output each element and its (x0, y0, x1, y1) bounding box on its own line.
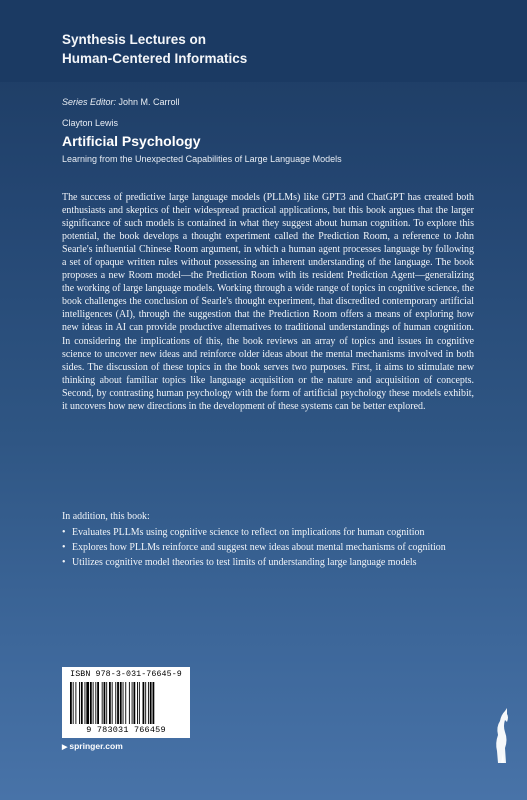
bullet-icon: • (62, 542, 66, 554)
barcode-bar (90, 682, 92, 724)
feature-item (62, 541, 474, 554)
barcode-bar (133, 682, 135, 724)
bullet-icon: • (62, 527, 66, 539)
triangle-right-icon: ▶ (62, 744, 68, 751)
series-title-line2: Human-Centered Informatics (62, 51, 248, 66)
barcode-bar (97, 682, 99, 724)
book-subtitle: Learning from the Unexpected Capabilities of Large Language Models (62, 154, 342, 164)
addition-section (62, 510, 474, 571)
barcode-bar (143, 682, 145, 724)
springer-horse-logo (492, 705, 512, 767)
barcode-bar (125, 682, 126, 724)
isbn-text: ISBN 978-3-031-76645-9 (70, 670, 182, 679)
barcode-bar (120, 682, 122, 724)
feature-list (62, 526, 474, 569)
barcode-bar (132, 682, 133, 724)
feature-text: Evaluates PLLMs using cognitive science to reflect on implications for human cognition (72, 527, 425, 539)
barcode-bar (79, 682, 80, 724)
barcode-bar (106, 682, 107, 724)
barcode-bar (81, 682, 83, 724)
barcode-bar (112, 682, 113, 724)
barcode-bar (109, 682, 111, 724)
publisher-url[interactable] (62, 741, 123, 751)
author-name: Clayton Lewis (62, 118, 119, 128)
feature-text: Explores how PLLMs reinforce and suggest new ideas about mental mechanisms of cognition (72, 542, 446, 554)
blurb (62, 191, 474, 413)
barcode-bar (129, 682, 130, 724)
barcode-bar (139, 682, 140, 724)
barcode-digits: 9 783031 766459 (86, 725, 166, 735)
feature-item (62, 556, 474, 569)
feature-text: Utilizes cognitive model theories to test limits of understanding large language models (72, 557, 417, 569)
barcode-bar (145, 682, 146, 724)
series-title (62, 30, 382, 68)
isbn-barcode-box (62, 667, 190, 738)
barcode-bar (153, 682, 155, 724)
barcode-bar (75, 682, 76, 724)
barcode-bar (137, 682, 138, 724)
series-editor-name: John M. Carroll (116, 97, 180, 107)
barcode-image (70, 682, 182, 724)
barcode-bar (95, 682, 96, 724)
barcode-bar (115, 682, 116, 724)
barcode-bar (150, 682, 152, 724)
blurb-paragraph: The success of predictive large language models (PLLMs) like GPT3 and ChatGPT has created both enthusiasts and skeptics of their widespread practical applications, but this book argues that the larger significance of such models is contained in what they suggest about human cognition. To explore this potential, the book develops a thought experiment called the Prediction Room, a reference to John Searle's influential Chinese Room argument, in which a human agent processes language by following a set of opaque written rules without possessing an inherent understanding of the language. The book proposes a new Room model—the Prediction Room with its resident Prediction Agent—generalizing the working of large language models. Working through a wide range of topics in cognitive science, the book challenges the conclusion of Searle's thought experiment, that discredited contemporary artificial intelligences (AI), through the suggestion that the Prediction Room offers a means of exploring how new ideas in AI can provide productive alternatives to traditional understandings of human cognition. In considering the implications of this, the book reviews an array of topics and issues in cognitive science to uncover new ideas and reinforce older ideas about the mental mechanisms involved in both sides. The discussion of these topics in the book serves two purposes. First, it aims to stimulate new thinking about familiar topics like language acquisition or the nature and acquisition of concepts. Second, by contrasting human psychology with the form of artificial psychology these models exhibit, it uncovers how new directions in the development of these systems can be better explored. (62, 192, 474, 412)
barcode-bar (93, 682, 94, 724)
bullet-icon: • (62, 557, 66, 569)
feature-item (62, 526, 474, 539)
publisher-url-text: springer.com (69, 741, 123, 751)
series-editor (62, 97, 180, 107)
barcode-bar (102, 682, 103, 724)
barcode-bar (104, 682, 106, 724)
barcode-bar (85, 682, 86, 724)
barcode-bar (117, 682, 119, 724)
barcode-bar (123, 682, 124, 724)
addition-intro: In addition, this book: (62, 511, 150, 522)
series-title-line1: Synthesis Lectures on (62, 32, 207, 47)
barcode-bar (73, 682, 74, 724)
book-title: Artificial Psychology (62, 133, 201, 149)
barcode-bar (148, 682, 149, 724)
series-editor-label: Series Editor: (62, 97, 117, 107)
barcode-bar (86, 682, 89, 724)
barcode-bar (70, 682, 72, 724)
